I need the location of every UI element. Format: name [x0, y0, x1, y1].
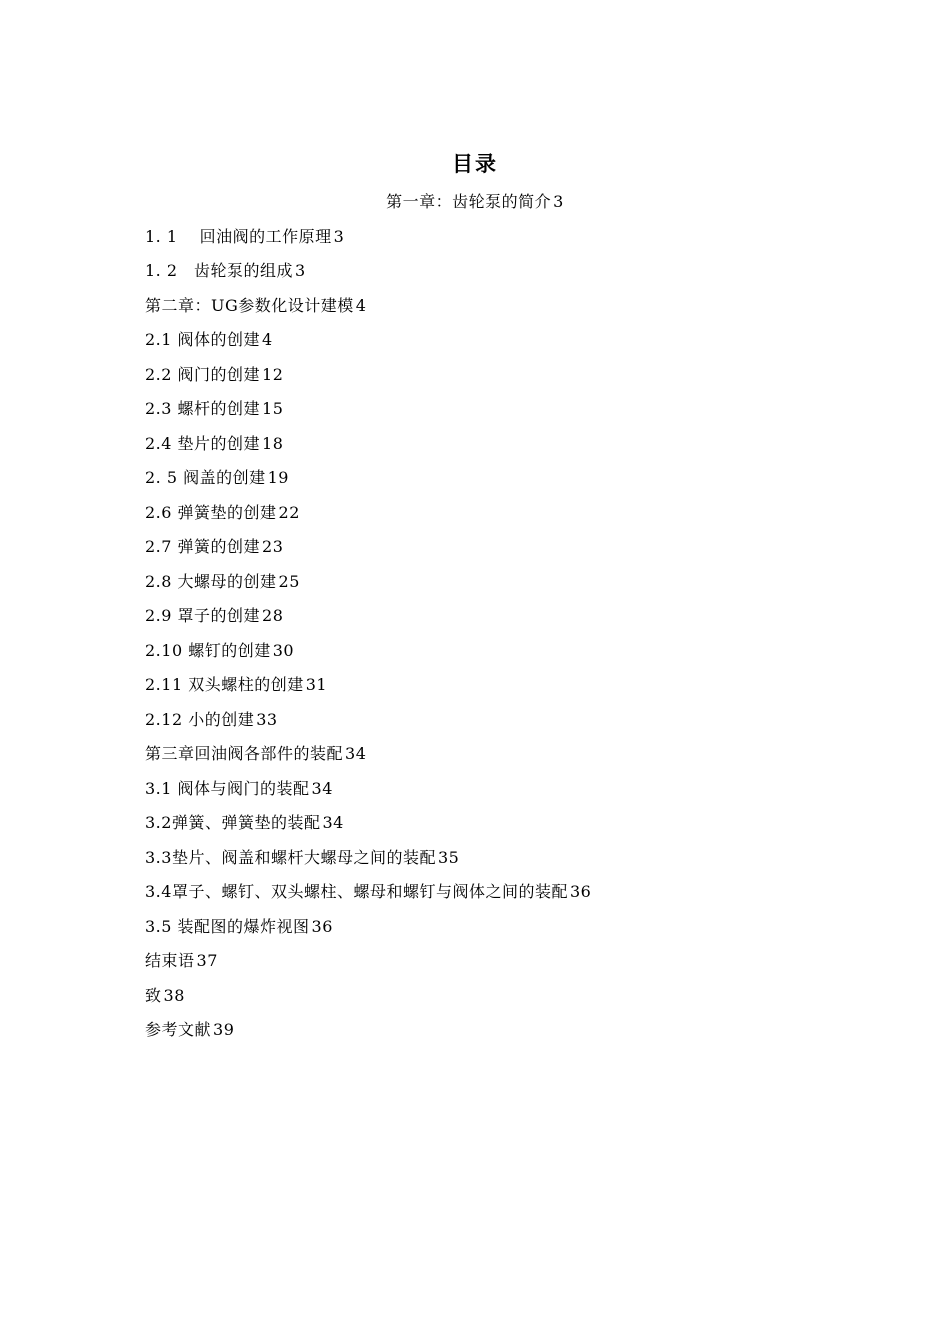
toc-entry — [0, 185, 950, 220]
toc-entry-text: 2.1 阀体的创建 — [145, 330, 261, 349]
toc-entry-text: 2.4 垫片的创建 — [145, 433, 261, 453]
toc-entry — [145, 910, 845, 945]
toc-entry-text: 3.1 阀体与阀门的装配 — [145, 778, 310, 798]
toc-entry-page: 39 — [213, 1020, 235, 1039]
toc-entry — [145, 737, 845, 772]
toc-entry-page: 37 — [196, 951, 218, 970]
toc-entry-text: 2.6 弹簧垫的创建 — [145, 502, 277, 522]
toc-entry-text: 第三章回油阀各部件的装配 — [145, 744, 344, 763]
toc-entry-text: 第一章：齿轮泵的简介 — [386, 192, 552, 211]
toc-entry — [145, 599, 845, 634]
toc-entry-page: 35 — [437, 847, 460, 867]
toc-entry — [145, 392, 845, 427]
toc-entry-text: 3.5 装配图的爆炸视图 — [145, 916, 310, 936]
toc-entry-page: 34 — [322, 813, 344, 832]
toc-entry-page: 15 — [262, 399, 284, 418]
toc-entry — [145, 220, 845, 255]
toc-entry-page: 4 — [355, 295, 367, 315]
toc-entry-text: 2.2 阀门的创建 — [145, 364, 261, 384]
toc-entry-page: 23 — [262, 537, 284, 556]
toc-entry — [145, 323, 845, 358]
toc-entry-text: 2.9 罩子的创建 — [145, 606, 261, 625]
toc-entry-page: 18 — [262, 433, 284, 453]
toc-entry-page: 22 — [278, 502, 300, 522]
toc-entry-text: 1. 1 回油阀的工作原理 — [145, 226, 332, 246]
toc-entry — [145, 289, 845, 324]
toc-entry — [145, 979, 845, 1014]
toc-entry-text: 2.3 螺杆的创建 — [145, 399, 261, 418]
toc-entry-text: 3.2弹簧、弹簧垫的装配 — [145, 813, 321, 832]
toc-entry — [145, 944, 845, 979]
toc-entry — [145, 634, 845, 669]
toc-entry-text: 2.7 弹簧的创建 — [145, 537, 261, 556]
toc-entry — [145, 358, 845, 393]
toc-entry-text: 2.10 螺钉的创建 — [145, 640, 271, 660]
toc-entry-page: 33 — [256, 709, 278, 729]
toc-entry-text: 参考文献 — [145, 1020, 212, 1039]
toc-entry-text: 3.4罩子、螺钉、双头螺柱、螺母和螺钉与阀体之间的装配 — [145, 882, 568, 901]
toc-entry — [145, 461, 845, 496]
toc-entry — [145, 254, 845, 289]
toc-entry-text: 2. 5 阀盖的创建 — [145, 468, 266, 487]
toc-entry-text: 致 — [145, 985, 162, 1005]
toc-entry-text: 2.11 双头螺柱的创建 — [145, 675, 304, 694]
toc-entry — [145, 1013, 845, 1048]
toc-entry-page: 36 — [311, 916, 333, 936]
toc-entry — [145, 841, 845, 876]
toc-entry-page: 34 — [311, 778, 333, 798]
toc-entry-text: 2.12 小的创建 — [145, 709, 255, 729]
toc-entry-page: 3 — [553, 192, 564, 211]
toc-entry-text: 1. 2 齿轮泵的组成 — [145, 261, 294, 280]
toc-entry-page: 3 — [333, 226, 345, 246]
toc-entry — [145, 806, 845, 841]
toc-entry-page: 3 — [295, 261, 306, 280]
toc-entry-text: 3.3垫片、阀盖和螺杆大螺母之间的装配 — [145, 847, 436, 867]
toc-entry — [145, 496, 845, 531]
toc-entry-text: 第二章：UG参数化设计建模 — [145, 295, 354, 315]
toc-entry — [145, 703, 845, 738]
toc-entry-page: 36 — [569, 882, 592, 901]
toc-entry-text: 2.8 大螺母的创建 — [145, 571, 277, 591]
toc-entry — [145, 565, 845, 600]
toc-title: 目录 — [452, 151, 498, 176]
toc-list — [145, 185, 845, 1048]
toc-entry-page: 30 — [272, 640, 295, 660]
toc-entry-page: 31 — [305, 675, 328, 694]
toc-entry — [145, 875, 845, 910]
toc-entry-page: 4 — [262, 330, 273, 349]
toc-entry-text: 结束语 — [145, 951, 195, 970]
toc-entry — [145, 427, 845, 462]
toc-entry-page: 25 — [278, 571, 300, 591]
toc-entry-page: 19 — [267, 468, 289, 487]
toc-entry-page: 12 — [262, 364, 284, 384]
toc-entry-page: 34 — [345, 744, 367, 763]
toc-entry — [145, 772, 845, 807]
toc-entry — [145, 668, 845, 703]
toc-entry-page: 28 — [262, 606, 284, 625]
toc-entry — [145, 530, 845, 565]
toc-entry-page: 38 — [163, 985, 185, 1005]
